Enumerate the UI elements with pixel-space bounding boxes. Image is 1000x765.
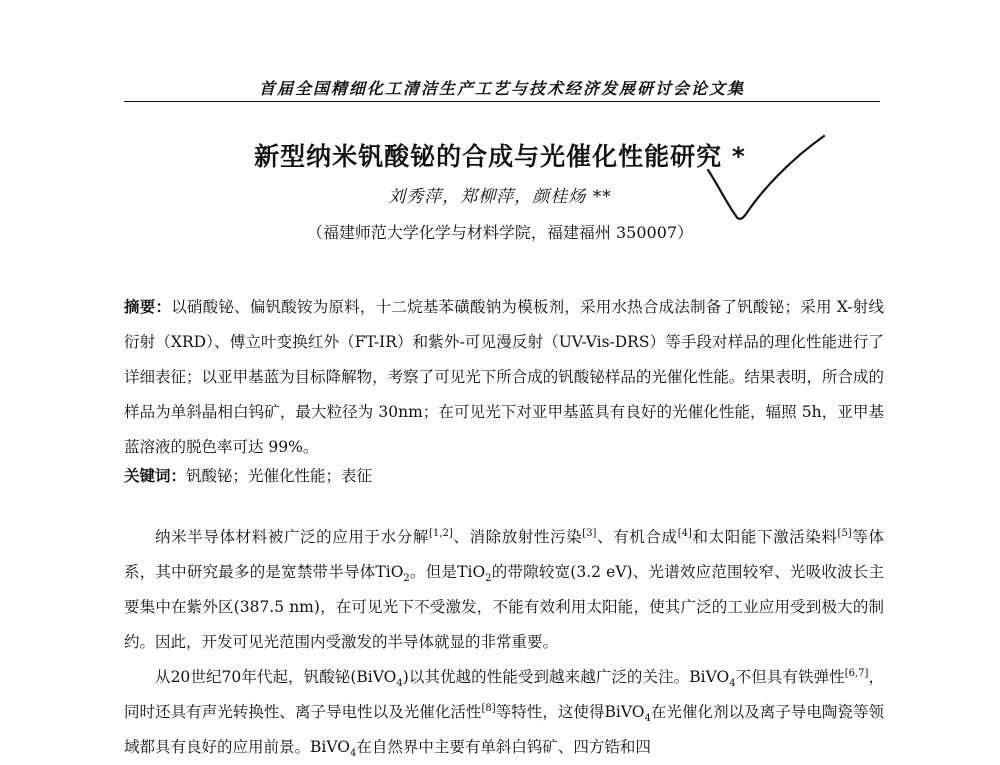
- subscript: 4: [349, 748, 357, 760]
- keywords: [124, 461, 884, 491]
- affiliation: （福建师范大学化学与材料学院，福建福州 350007）: [306, 223, 694, 242]
- p2-text: 等特性，这使得BiVO: [495, 703, 645, 721]
- citation: [3]: [582, 527, 597, 539]
- subscript: 4: [396, 678, 403, 690]
- p2-text: 不但具有铁弹性: [735, 668, 845, 686]
- citation: [1,2]: [429, 527, 453, 539]
- running-head: 首届全国精细化工清洁生产工艺与技术经济发展研讨会论文集: [258, 79, 745, 98]
- p1-text: 纳米半导体材料被广泛的应用于水分解: [155, 528, 430, 546]
- citation: [5]: [837, 527, 852, 539]
- citation: [4]: [677, 527, 692, 539]
- abstract: [124, 290, 884, 465]
- body-paragraph-2: [124, 660, 884, 765]
- p1-text: 、有机合成: [596, 528, 678, 546]
- header-rule: [124, 101, 880, 102]
- body-text: [124, 520, 884, 765]
- handwritten-checkmark: [700, 130, 830, 230]
- citation: [8]: [481, 702, 496, 714]
- body-paragraph-1: [124, 520, 884, 660]
- p2-text: 在光催化剂以及离子导电陶瓷等领域都具有良好的应用前景。BiVO: [124, 703, 884, 756]
- p1-text: 。但是TiO: [409, 563, 486, 581]
- keywords-text: 钒酸铋；光催化性能；表征: [186, 467, 373, 485]
- citation: [6,7]: [844, 667, 869, 679]
- p2-text: ，同时还具有声光转换性、离子导电性以及光催化活性: [124, 668, 884, 721]
- p2-text: 从20世纪70年代起，钒酸铋(BiVO: [155, 668, 397, 686]
- p1-text: 、消除放射性污染: [452, 528, 583, 546]
- p1-text: 等体系，其中研究最多的是宽禁带半导体TiO: [124, 528, 884, 581]
- subscript: 2: [403, 573, 410, 585]
- paper-title: 新型纳米钒酸铋的合成与光催化性能研究 *: [254, 142, 746, 171]
- abstract-text: 以硝酸铋、偏钒酸铵为原料，十二烷基苯磺酸钠为模板剂，采用水热合成法制备了钒酸铋；采用 X-射线衍射（XRD）、傅立叶变换红外（FT-IR）和紫外-可见漫反射（UV-Vis-DRS）等手段对样品的理化性能进行了详细表征；以亚甲基蓝为目标降解物，考察了可见光下所合成的钒酸铋样品的光催化性能。结果表明，所合成的样品为单斜晶相白钨矿，最大粒径为 30nm；在可见光下对亚甲基蓝具有良好的光催化性能，辐照 5h，亚甲基蓝溶液的脱色率可达 99%。: [124, 298, 884, 456]
- p2-text: )以其优越的性能受到越来越广泛的关注。BiVO: [402, 668, 730, 686]
- keywords-label: 关键词：: [124, 467, 187, 485]
- abstract-label: 摘要：: [124, 298, 172, 316]
- subscript: 4: [729, 678, 736, 690]
- p1-text: 和太阳能下激活染料: [691, 528, 838, 546]
- p2-text: 在自然界中主要有单斜白钨矿、四方锆和四: [356, 738, 651, 756]
- subscript: 4: [644, 713, 651, 725]
- authors: 刘秀萍，郑柳萍，颜桂炀 **: [388, 187, 612, 207]
- p1-text: 的带隙较宽(3.2 eV)、光谱效应范围较窄、光吸收波长主要集中在紫外区(387.5 nm)，在可见光下不受激发，不能有效利用太阳能，使其广泛的工业应用受到极大的制约。因此，开发可见光范围内受激发的半导体就显的非常重要。: [124, 563, 884, 651]
- subscript: 2: [485, 573, 492, 585]
